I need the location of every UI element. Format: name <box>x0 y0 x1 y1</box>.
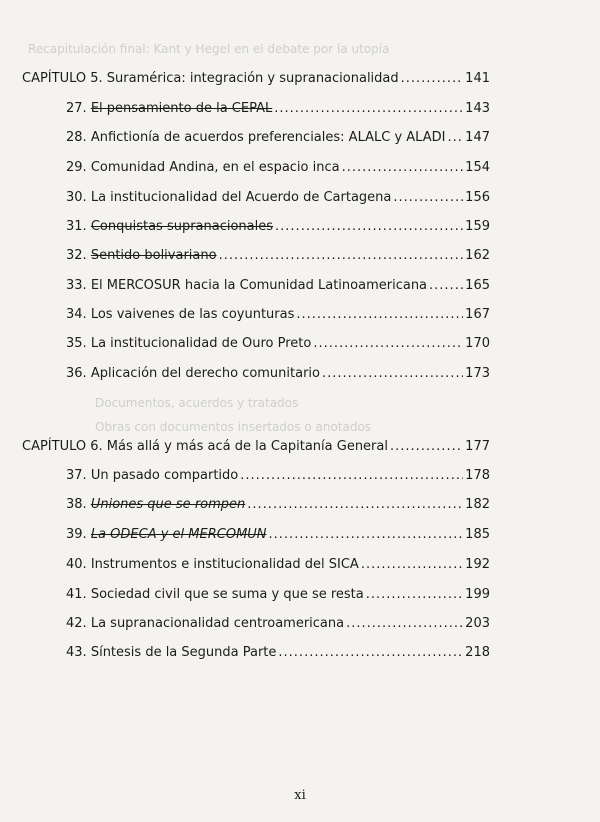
dot-leader <box>296 307 463 322</box>
toc-entry <box>66 248 490 263</box>
toc-entry <box>66 468 490 483</box>
toc-entry <box>66 160 490 175</box>
entry-number: 31. <box>66 219 87 234</box>
chapter-title: CAPÍTULO 5. Suramérica: integración y supranacionalidad <box>22 71 399 86</box>
toc-entry <box>66 616 490 631</box>
entry-number: 38. <box>66 497 87 512</box>
entry-number: 36. <box>66 366 87 381</box>
page-number: 162 <box>465 248 490 263</box>
entry-title: Aplicación del derecho comunitario <box>90 366 320 381</box>
page-folio: xi <box>294 788 306 803</box>
entry-number: 35. <box>66 336 87 351</box>
dot-leader <box>275 219 463 234</box>
toc-entry <box>66 557 490 572</box>
toc-entry <box>66 527 490 542</box>
dot-leader <box>401 71 464 86</box>
dot-leader <box>269 527 464 542</box>
entry-number: 43. <box>66 645 87 660</box>
page-number: 141 <box>465 71 490 86</box>
dot-leader <box>447 130 463 145</box>
entry-number: 37. <box>66 468 87 483</box>
entry-title: La ODECA y el MERCOMUN <box>90 527 267 542</box>
page-number: 177 <box>465 439 490 454</box>
bleed-through-text: Obras con documentos insertados o anotados <box>95 420 372 434</box>
page-number: 185 <box>465 527 490 542</box>
toc-entry <box>66 130 490 145</box>
page-number: 170 <box>465 336 490 351</box>
page-number: 167 <box>465 307 490 322</box>
toc-entry <box>66 587 490 602</box>
entry-title: El MERCOSUR hacia la Comunidad Latinoamericana <box>90 278 428 293</box>
page-number: 165 <box>465 278 490 293</box>
dot-leader <box>346 616 463 631</box>
toc-entry <box>66 366 490 381</box>
dot-leader <box>240 468 463 483</box>
page-number: 156 <box>465 190 490 205</box>
dot-leader <box>219 248 464 263</box>
entry-title: Comunidad Andina, en el espacio inca <box>90 160 340 175</box>
entry-title: La institucionalidad de Ouro Preto <box>90 336 312 351</box>
entry-title: Un pasado compartido <box>90 468 239 483</box>
entry-title: El pensamiento de la CEPAL <box>90 101 273 116</box>
entry-number: 40. <box>66 557 87 572</box>
page-number: 199 <box>465 587 490 602</box>
entry-title: Conquistas supranacionales <box>90 219 274 234</box>
entry-number: 30. <box>66 190 87 205</box>
toc-entry <box>66 219 490 234</box>
page-number: 173 <box>465 366 490 381</box>
entry-number: 39. <box>66 527 87 542</box>
toc-entry <box>66 645 490 660</box>
entry-title: Uniones que se rompen <box>90 497 246 512</box>
dot-leader <box>366 587 463 602</box>
chapter-heading <box>22 439 490 454</box>
dot-leader <box>313 336 463 351</box>
entry-number: 42. <box>66 616 87 631</box>
page-number: 159 <box>465 219 490 234</box>
entry-title: Sociedad civil que se suma y que se resta <box>90 587 364 602</box>
entry-number: 33. <box>66 278 87 293</box>
toc-entry <box>66 336 490 351</box>
page-number: 178 <box>465 468 490 483</box>
entry-title: Anfictionía de acuerdos preferenciales: ALALC y ALADI <box>90 130 446 145</box>
dot-leader <box>342 160 464 175</box>
dot-leader <box>247 497 463 512</box>
toc-entry <box>66 278 490 293</box>
dot-leader <box>390 439 463 454</box>
page-number: 154 <box>465 160 490 175</box>
dot-leader <box>393 190 463 205</box>
dot-leader <box>278 645 463 660</box>
entry-title: La institucionalidad del Acuerdo de Cartagena <box>90 190 392 205</box>
entry-number: 27. <box>66 101 87 116</box>
entry-number: 32. <box>66 248 87 263</box>
dot-leader <box>322 366 463 381</box>
entry-title: Instrumentos e institucionalidad del SICA <box>90 557 359 572</box>
chapter-title: CAPÍTULO 6. Más allá y más acá de la Capitanía General <box>22 439 388 454</box>
chapter-heading <box>22 71 490 86</box>
toc-entry <box>66 101 490 116</box>
toc-entry <box>66 497 490 512</box>
entry-number: 34. <box>66 307 87 322</box>
page-number: 203 <box>465 616 490 631</box>
page-number: 182 <box>465 497 490 512</box>
bleed-through-text: Recapitulación final: Kant y Hegel en el debate por la utopía <box>28 42 390 56</box>
page-number: 143 <box>465 101 490 116</box>
entry-number: 28. <box>66 130 87 145</box>
page-number: 147 <box>465 130 490 145</box>
entry-title: Síntesis de la Segunda Parte <box>90 645 277 660</box>
entry-title: Sentido bolivariano <box>90 248 217 263</box>
entry-title: La supranacionalidad centroamericana <box>90 616 345 631</box>
dot-leader <box>429 278 463 293</box>
entry-title: Los vaivenes de las coyunturas <box>90 307 295 322</box>
bleed-through-text: Documentos, acuerdos y tratados <box>95 396 299 410</box>
entry-number: 29. <box>66 160 87 175</box>
dot-leader <box>361 557 463 572</box>
page-number: 192 <box>465 557 490 572</box>
toc-entry <box>66 190 490 205</box>
entry-number: 41. <box>66 587 87 602</box>
toc-entry <box>66 307 490 322</box>
dot-leader <box>274 101 463 116</box>
page-number: 218 <box>465 645 490 660</box>
